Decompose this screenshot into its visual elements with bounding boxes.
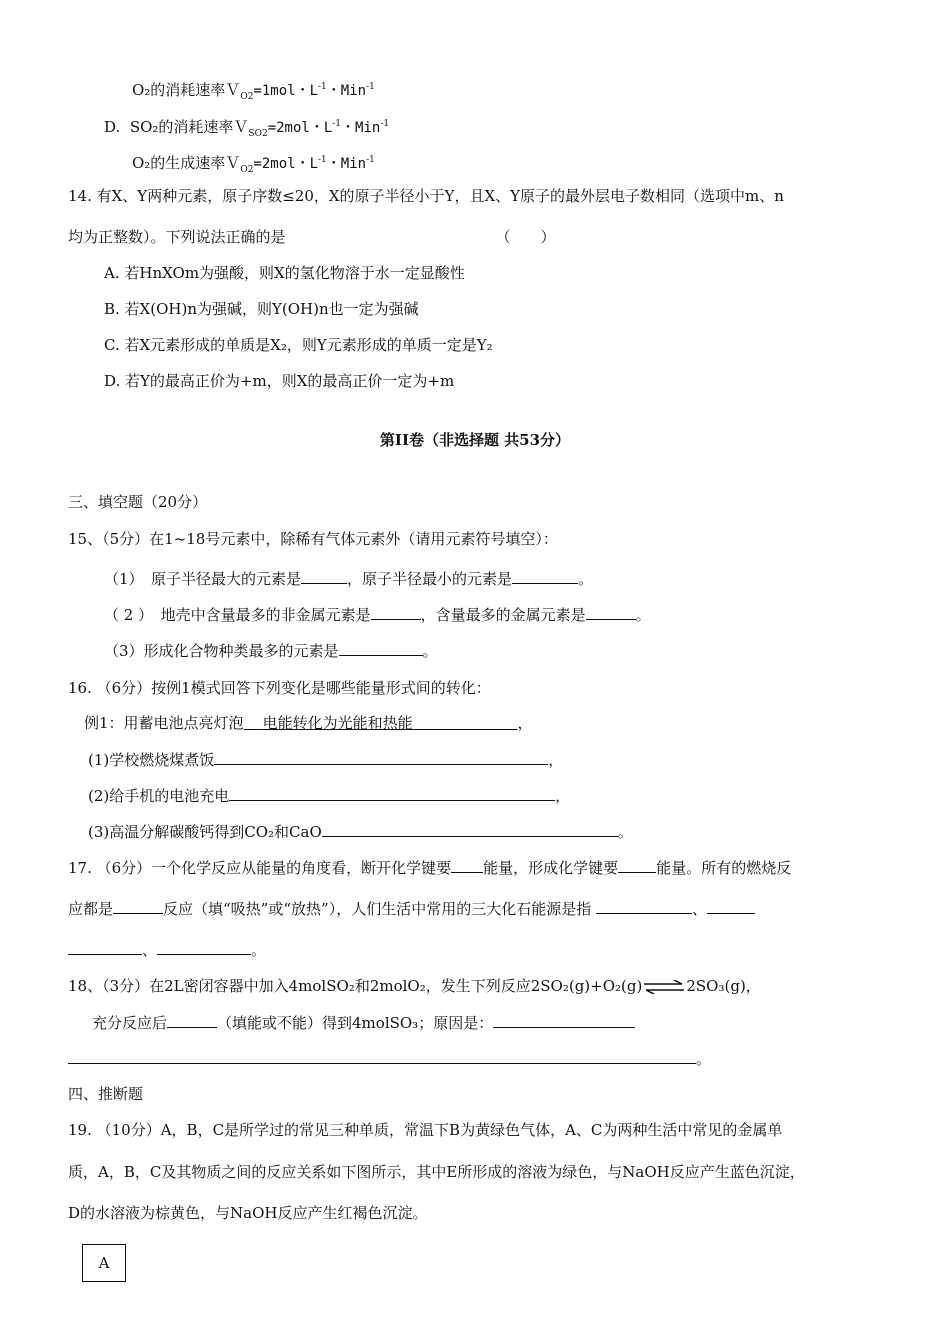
q17-line3: 、 。: [68, 940, 266, 960]
q13-option-d: D. SO₂的消耗速率Ｖ$_{SO2}$=2mol・$L^{-1}$・Min$^{-1}$: [104, 118, 390, 139]
q16-example-answer: 电能转化为光能和热能: [262, 714, 413, 732]
q17-line2: 应都是 反应（填“吸热”或“放热”），人们生活中常用的三大化石能源是指 、: [68, 899, 755, 919]
q16-item-3: (3)高温分解碳酸钙得到CO₂和CaO 。: [88, 823, 633, 841]
q14-option-c: C. 若X元素形成的单质是X₂，则Y元素形成的单质一定是Y₂: [104, 336, 493, 354]
q16-stem: 16. （6分）按例1模式回答下列变化是哪些能量形式间的转化：: [68, 679, 491, 697]
q16-example: 例1：用蓄电池点亮灯泡 电能转化为光能和热能 ，: [84, 714, 533, 732]
diagram-box-a: A: [82, 1244, 126, 1282]
q17-blank-6[interactable]: [68, 940, 142, 955]
answer-paren: （ ）: [495, 228, 556, 246]
q15-blank-2[interactable]: [512, 569, 578, 584]
q14-stem-line2: 均为正整数）。下列说法正确的是 （ ）: [68, 228, 556, 246]
q17-blank-5[interactable]: [707, 899, 755, 914]
q17-blank-7[interactable]: [157, 940, 251, 955]
q14-option-d: D. 若Y的最高正价为+m，则X的最高正价一定为+m: [104, 372, 455, 390]
q14-option-a: A. 若HnXOm为强酸，则X的氢化物溶于水一定显酸性: [104, 264, 465, 282]
equilibrium-arrow-icon: [642, 980, 686, 994]
q17-blank-1[interactable]: [451, 858, 483, 873]
q17-blank-3[interactable]: [113, 899, 163, 914]
q18-line2: 充分反应后 （填能或不能）得到4molSO₃；原因是：: [92, 1013, 635, 1033]
q15-part2: （ 2 ） 地壳中含量最多的非金属元素是 ，含量最多的金属元素是 。: [104, 606, 651, 624]
q19-line3: D的水溶液为棕黄色，与NaOH反应产生红褐色沉淀。: [68, 1204, 428, 1222]
q13-option-c-line2: O₂的消耗速率Ｖ$_{O2}$=1mol・$L^{-1}$・Min$^{-1}$: [132, 81, 375, 102]
q18-blank-1[interactable]: [167, 1013, 217, 1028]
q15-blank-3[interactable]: [371, 605, 421, 620]
q17-line1: 17. （6分）一个化学反应从能量的角度看，断开化学键要 能量，形成化学键要 能量。所有的燃烧反: [68, 859, 792, 877]
q17-blank-2[interactable]: [618, 858, 656, 873]
q19-line2: 质，A，B，C及其物质之间的反应关系如下图所示，其中E所形成的溶液为绿色，与NaOH反应产生蓝色沉淀，: [68, 1163, 805, 1181]
q15-blank-5[interactable]: [339, 641, 423, 656]
q16-blank-3[interactable]: [322, 822, 618, 837]
q18-line3: 。: [68, 1049, 711, 1069]
part-3-title: 三、填空题（20分）: [68, 493, 208, 511]
q14-stem-line1: 14. 有X、Y两种元素，原子序数≤20，X的原子半径小于Y，且X、Y原子的最外层电子数相同（选项中m、n: [68, 187, 784, 205]
q15-stem: 15、（5分）在1~18号元素中，除稀有气体元素外（请用元素符号填空）：: [68, 530, 558, 548]
q15-blank-4[interactable]: [586, 605, 636, 620]
q16-blank-2[interactable]: [229, 786, 555, 801]
q16-item-2: (2)给手机的电池充电 ，: [88, 787, 571, 805]
q16-blank-1[interactable]: [214, 750, 548, 765]
q15-blank-1[interactable]: [301, 569, 347, 584]
q14-option-b: B. 若X(OH)n为强碱，则Y(OH)n也一定为强碱: [104, 300, 419, 318]
part-4-title: 四、推断题: [68, 1085, 144, 1103]
q19-line1: 19. （10分）A，B，C是所学过的常见三种单质，常温下B为黄绿色气体，A、C为两种生活中常见的金属单: [68, 1121, 783, 1139]
q17-blank-4[interactable]: [596, 899, 692, 914]
q18-line1: 18、（3分）在2L密闭容器中加入4molSO₂和2molO₂，发生下列反应2SO₂(g)+O₂(g) 2SO₃(g)，: [68, 977, 761, 995]
q15-part3: （3）形成化合物种类最多的元素是 。: [104, 642, 438, 660]
q18-blank-2[interactable]: [493, 1013, 635, 1028]
q13-option-d-line2: O₂的生成速率Ｖ$_{O2}$=2mol・$L^{-1}$・Min$^{-1}$: [132, 154, 375, 175]
q16-item-1: (1)学校燃烧煤煮饭 ，: [88, 751, 564, 769]
q18-blank-3[interactable]: [68, 1049, 696, 1064]
section-2-title: 第II卷（非选择题 共53分）: [379, 431, 571, 449]
q15-part1: （1） 原子半径最大的元素是 ，原子半径最小的元素是 。: [104, 570, 594, 588]
